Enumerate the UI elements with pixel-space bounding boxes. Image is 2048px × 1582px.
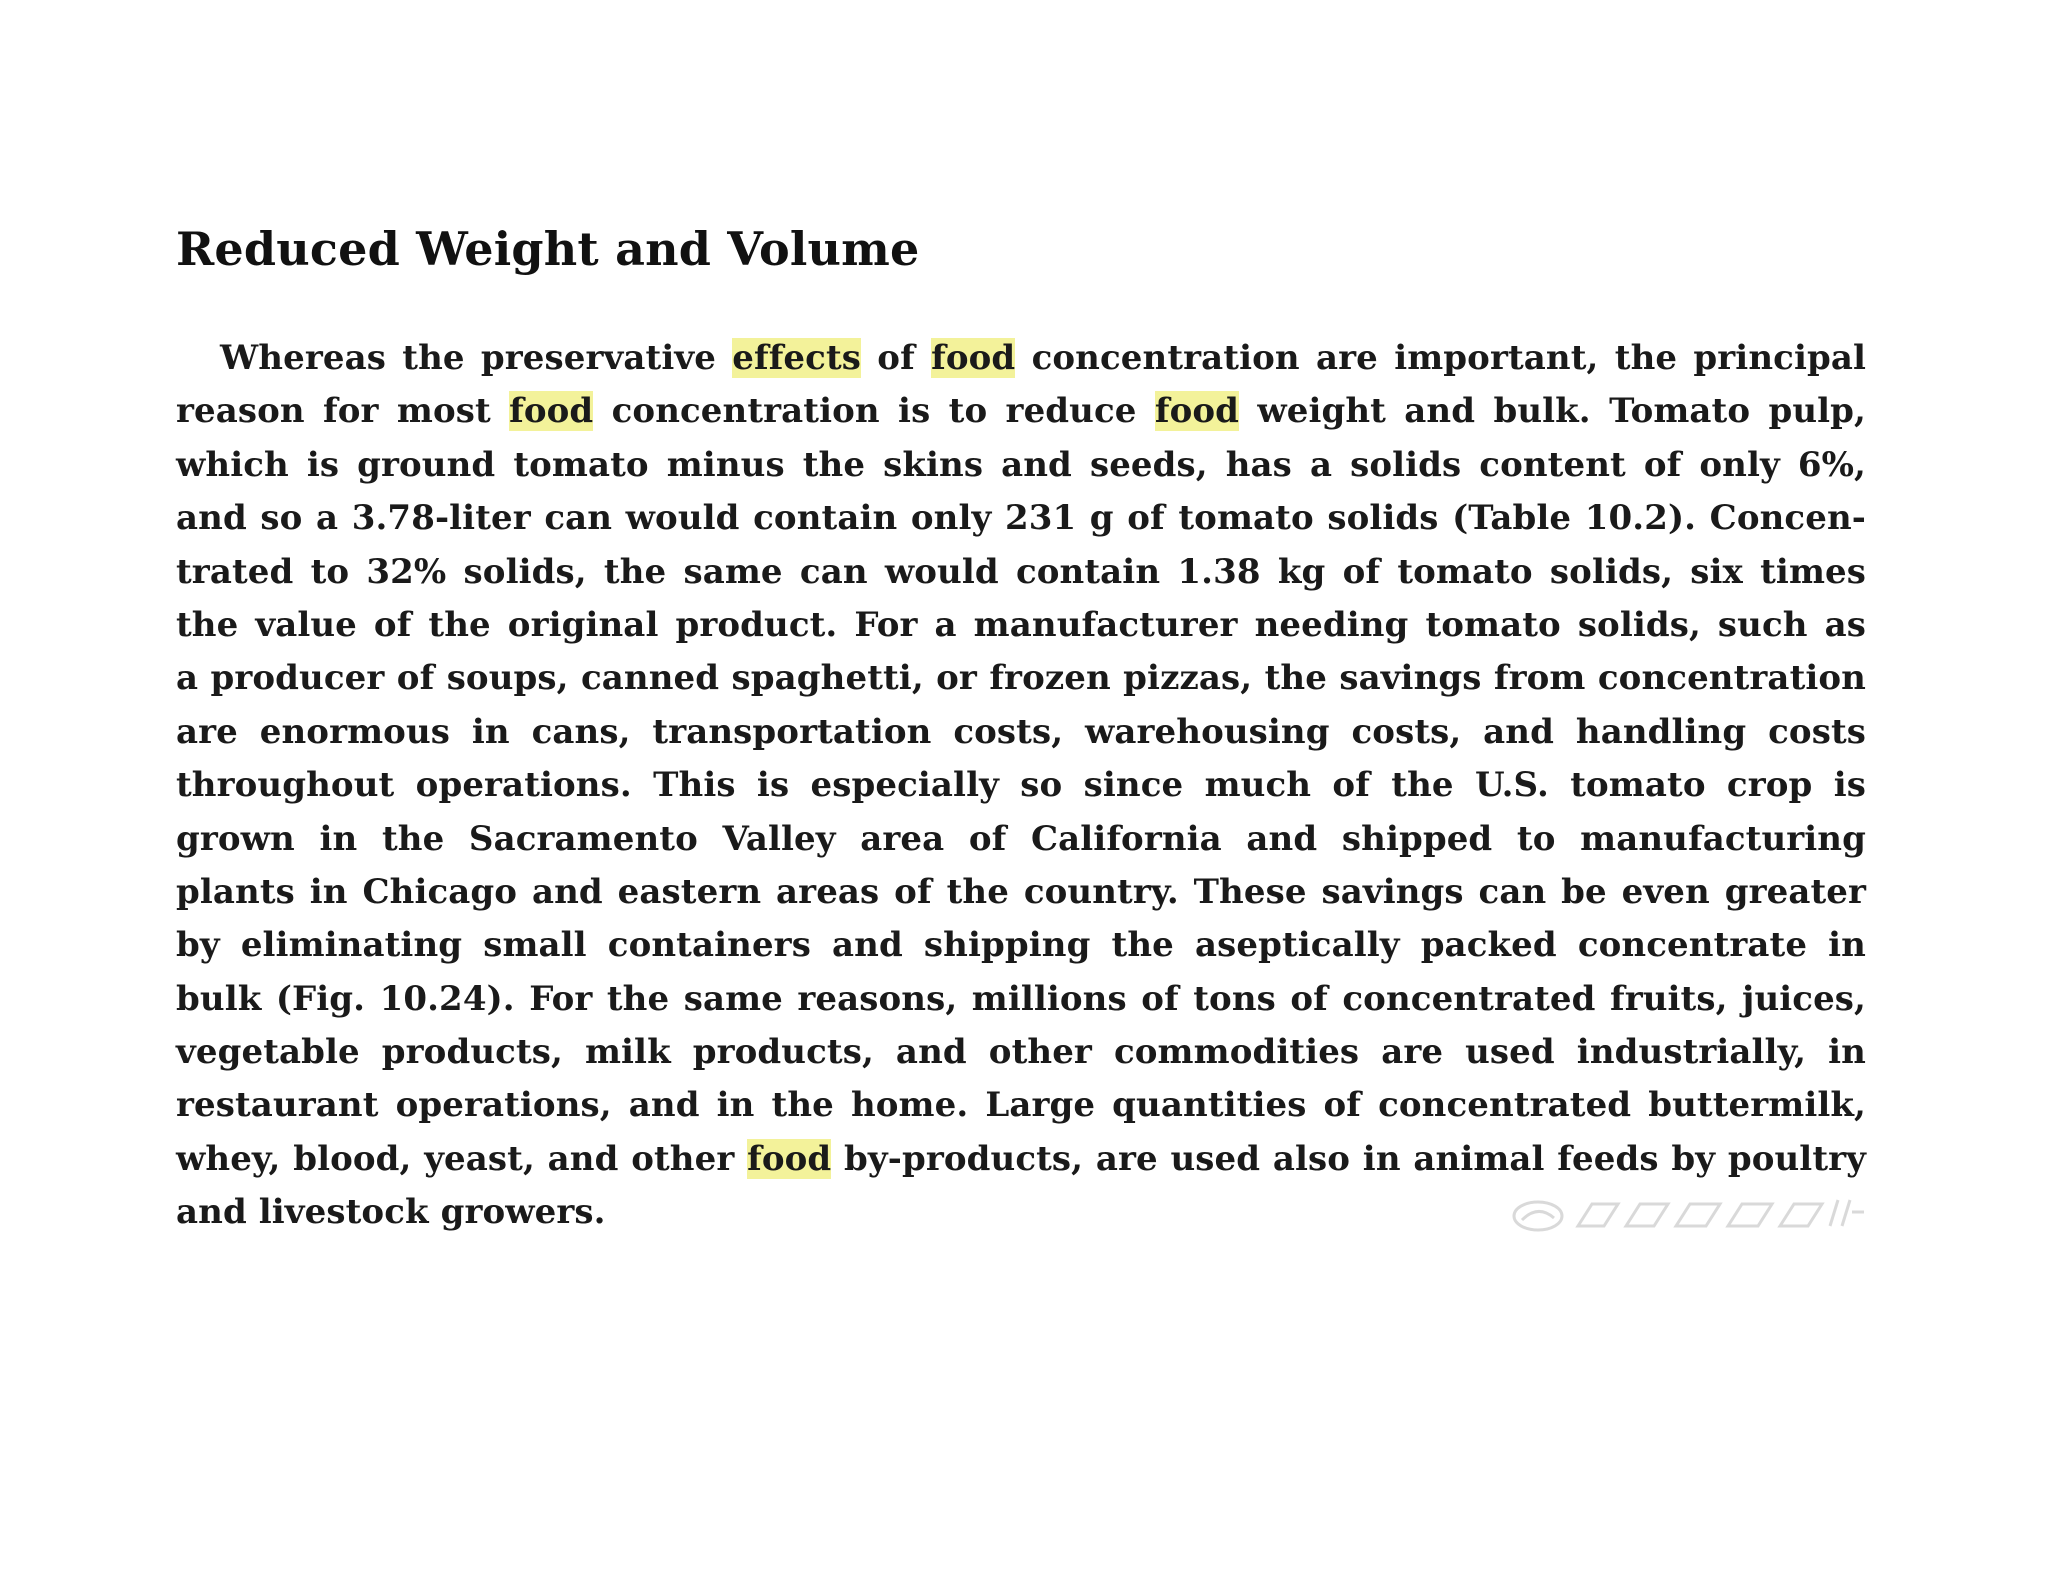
text-run: reason for most — [176, 391, 510, 432]
text-run: trated to 32% solids, the same can would contain 1.38 kg of tomato solids, six times — [176, 551, 1866, 592]
text-run: whey, blood, yeast, and other — [176, 1138, 748, 1179]
highlighted-word: food — [1154, 391, 1240, 432]
text-run: Whereas the preservative — [220, 338, 733, 378]
text-line — [176, 759, 1866, 812]
text-line — [176, 1186, 1866, 1239]
highlighted-word: food — [509, 391, 594, 432]
text-line — [176, 546, 1866, 599]
text-run: concentration are important, the principal — [1015, 338, 1866, 378]
text-run: which is ground tomato minus the skins and seeds, has a solids content of only 6%, — [176, 444, 1866, 485]
text-run: grown in the Sacramento Valley area of California and shipped to manufacturing — [176, 818, 1866, 859]
body-paragraph — [176, 332, 1866, 1240]
text-line — [176, 332, 1866, 385]
text-line — [176, 599, 1866, 652]
text-run: the value of the original product. For a manufacturer needing tomato solids, such as — [176, 604, 1866, 645]
text-run: of — [861, 338, 932, 378]
text-run: weight and bulk. Tomato pulp, — [1239, 391, 1866, 432]
text-line — [176, 439, 1866, 492]
text-line — [176, 866, 1866, 919]
text-run: are enormous in cans, transportation costs, warehousing costs, and handling costs — [176, 711, 1866, 752]
text-line — [176, 652, 1866, 705]
text-run: and livestock growers. — [176, 1192, 606, 1233]
text-run: and so a 3.78-liter can would contain only 231 g of tomato solids (Table 10.2). Concen- — [176, 498, 1866, 539]
text-line — [176, 385, 1866, 438]
text-run: concentration is to reduce — [593, 391, 1155, 432]
text-line — [176, 1133, 1866, 1186]
text-line — [176, 973, 1866, 1026]
text-run: bulk (Fig. 10.24). For the same reasons, millions of tons of concentrated fruits, juices, — [176, 978, 1866, 1019]
text-line — [176, 706, 1866, 759]
text-line — [176, 813, 1866, 866]
text-line — [176, 1079, 1866, 1132]
text-run: vegetable products, milk products, and other commodities are used industrially, in — [176, 1032, 1866, 1073]
highlighted-word: food — [747, 1138, 832, 1179]
text-run: by-products, are used also in animal feeds by poultry — [831, 1138, 1866, 1179]
highlighted-word: food — [931, 338, 1016, 378]
text-line — [176, 1026, 1866, 1079]
text-run: plants in Chicago and eastern areas of the country. These savings can be even greater — [176, 871, 1866, 912]
section-heading: Reduced Weight and Volume — [176, 222, 920, 276]
text-run: throughout operations. This is especially so since much of the U.S. tomato crop is — [176, 765, 1866, 806]
highlighted-word: effects — [732, 338, 861, 378]
text-run: restaurant operations, and in the home. Large quantities of concentrated buttermilk, — [176, 1085, 1866, 1126]
text-line — [176, 919, 1866, 972]
text-line — [176, 492, 1866, 545]
text-run: by eliminating small containers and shipping the aseptically packed concentrate in — [176, 925, 1866, 966]
text-run: a producer of soups, canned spaghetti, or frozen pizzas, the savings from concentration — [176, 658, 1866, 699]
